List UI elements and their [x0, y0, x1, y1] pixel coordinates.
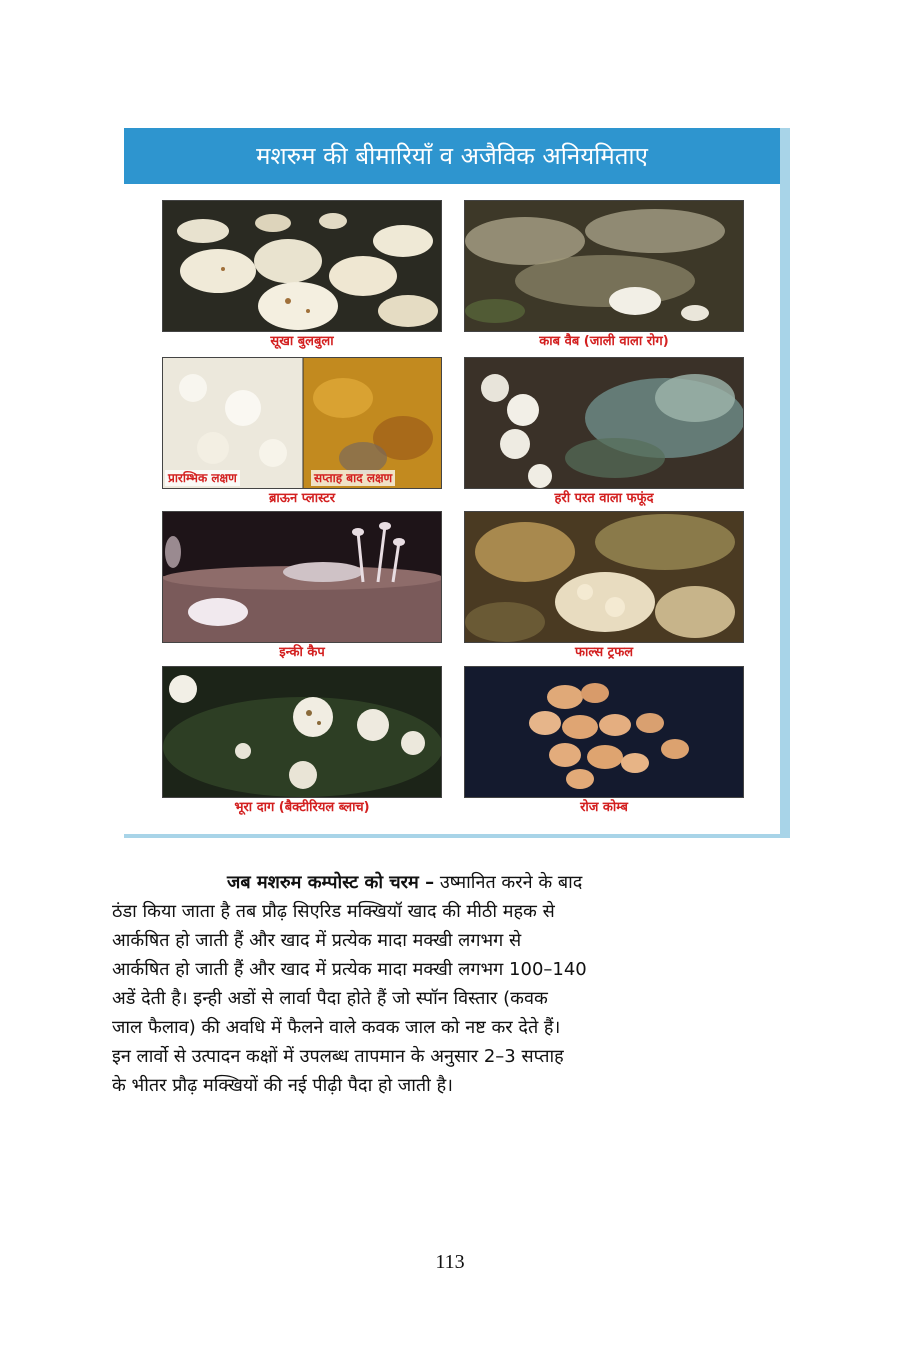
- paragraph-first-line: [112, 868, 782, 897]
- caption-cobweb: काब वैब (जाली वाला रोग): [539, 334, 669, 349]
- caption-ink-cap: इन्की कैप: [279, 645, 325, 660]
- caption-false-truffle: फाल्स ट्रफल: [574, 645, 634, 660]
- plate-title: मशरुम की बीमारियाँ व अजैविक अनियमिताए: [124, 128, 780, 184]
- photo-green-mould: [464, 357, 744, 489]
- paragraph-line: जाल फैलाव) की अवधि में फैलने वाले कवक जाल को नष्ट कर देते हैं।: [112, 1017, 561, 1038]
- disease-plate: [124, 128, 790, 838]
- page-number: 113: [435, 1251, 465, 1273]
- plate-body: [124, 184, 780, 834]
- paragraph-line: आर्कषित हो जाती हैं और खाद में प्रत्येक मादा मक्खी लगभग 100–140: [112, 959, 587, 980]
- paragraph-line: इन लार्वो से उत्पादन कक्षों में उपलब्ध तापमान के अनुसार 2–3 सप्ताह: [112, 1046, 564, 1067]
- paragraph-line: अडें देती है। इन्ही अडों से लार्वा पैदा होते हैं जो स्पॉन विस्तार (कवक: [112, 988, 548, 1009]
- caption-bacterial-blotch: भूरा दाग (बैक्टीरियल ब्लाच): [234, 800, 370, 815]
- inset-label-week-later: सप्ताह बाद लक्षण: [311, 470, 395, 486]
- photo-rose-comb: [464, 666, 744, 798]
- photo-ink-cap: [162, 511, 442, 643]
- paragraph-line: के भीतर प्रौढ़ मक्खियों की नई पीढ़ी पैदा हो जाती है।: [112, 1075, 453, 1096]
- inset-label-initial: प्रारम्भिक लक्षण: [165, 470, 240, 486]
- paragraph-line: आर्कषित हो जाती हैं और खाद में प्रत्येक मादा मक्खी लगभग से: [112, 930, 522, 951]
- caption-dry-bubble: सूखा बुलबुला: [270, 334, 334, 349]
- lead-phrase: जब मशरुम कम्पोस्ट को चरम –: [227, 872, 435, 893]
- caption-brown-plaster: ब्राऊन प्लास्टर: [268, 491, 336, 506]
- caption-rose-comb: रोज कोम्ब: [580, 800, 628, 815]
- first-line-rest: उष्मानित करने के बाद: [439, 872, 583, 893]
- photo-brown-plaster: [162, 357, 442, 489]
- photo-cobweb: [464, 200, 744, 332]
- photo-dry-bubble: [162, 200, 442, 332]
- caption-green-mould: हरी परत वाला फफूंद: [554, 491, 654, 506]
- paragraph-line: ठंडा किया जाता है तब प्रौढ़ सिएरिड मक्खियॉ खाद की मीठी महक से: [112, 901, 555, 922]
- body-text: [112, 868, 782, 1100]
- photo-bacterial-blotch: [162, 666, 442, 798]
- photo-false-truffle: [464, 511, 744, 643]
